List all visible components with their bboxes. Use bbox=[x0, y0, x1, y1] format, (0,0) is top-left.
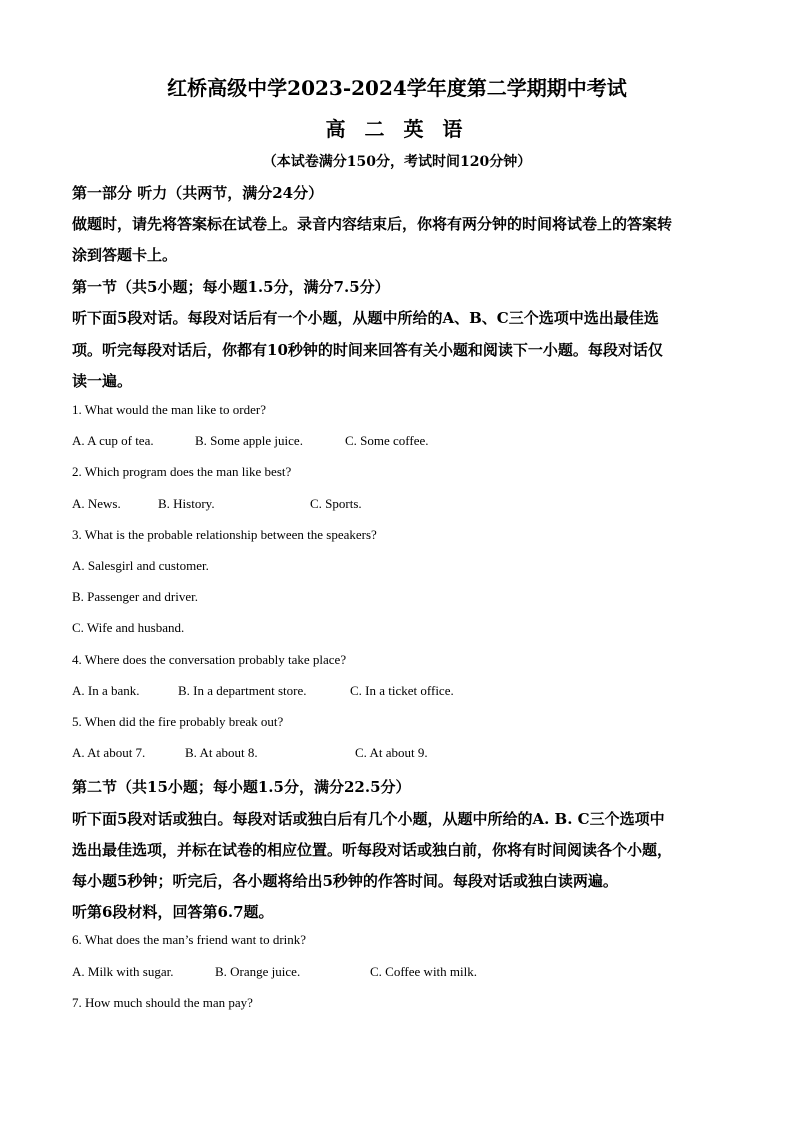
question-3-option-b: B. Passenger and driver. bbox=[72, 589, 199, 604]
question-5-option-b: B. At about 8. bbox=[185, 745, 258, 760]
question-5-option-a: A. At about 7. bbox=[72, 745, 146, 760]
question-6-stem: 6. What does the man’s friend want to drink? bbox=[72, 932, 307, 947]
question-6-option-a: A. Milk with sugar. bbox=[72, 964, 174, 979]
exam-title: 红桥高级中学2023-2024学年度第二学期期中考试 bbox=[167, 76, 627, 100]
section2-instruction-line1: 听下面5段对话或独白。每段对话或独白后有几个小题，从题中所给的A. B. C三个选项中 bbox=[72, 810, 665, 828]
part1-instruction-line1: 做题时，请先将答案标在试卷上。录音内容结束后，你将有两分钟的时间将试卷上的答案转 bbox=[72, 215, 673, 233]
question-3-option-c: C. Wife and husband. bbox=[72, 620, 185, 635]
exam-note: （本试卷满分150分，考试时间120分钟） bbox=[262, 154, 532, 170]
question-7-stem: 7. How much should the man pay? bbox=[72, 995, 253, 1010]
question-1-option-c: C. Some coffee. bbox=[345, 433, 429, 448]
question-1-option-b: B. Some apple juice. bbox=[195, 433, 303, 448]
question-2-option-b: B. History. bbox=[158, 496, 215, 511]
question-5-stem: 5. When did the fire probably break out? bbox=[72, 714, 284, 729]
question-6-option-c: C. Coffee with milk. bbox=[370, 964, 478, 979]
question-2-option-c: C. Sports. bbox=[310, 496, 362, 511]
question-3-option-a: A. Salesgirl and customer. bbox=[72, 558, 209, 573]
question-4-stem: 4. Where does the conversation probably take place? bbox=[72, 652, 347, 667]
part1-heading: 第一部分 听力（共两节，满分24分） bbox=[72, 184, 324, 202]
question-3-stem: 3. What is the probable relationship between the speakers? bbox=[72, 527, 377, 542]
section2-instruction-line2: 选出最佳选项，并标在试卷的相应位置。听每段对话或独白前，你将有时间阅读各个小题， bbox=[72, 841, 673, 859]
section1-instruction-line2: 项。听完每段对话后，你都有10秒钟的时间来回答有关小题和阅读下一小题。每段对话仅 bbox=[72, 341, 663, 359]
question-1-stem: 1. What would the man like to order? bbox=[72, 402, 266, 417]
question-2-option-a: A. News. bbox=[72, 496, 121, 511]
question-6-option-b: B. Orange juice. bbox=[215, 964, 301, 979]
question-1-option-a: A. A cup of tea. bbox=[72, 433, 154, 448]
question-4-option-b: B. In a department store. bbox=[178, 683, 307, 698]
section1-instruction-line3: 读一遍。 bbox=[72, 372, 133, 390]
material-6-heading: 听第6段材料，回答第6.7题。 bbox=[72, 903, 274, 921]
question-4-option-c: C. In a ticket office. bbox=[350, 683, 454, 698]
section1-heading: 第一节（共5小题；每小题1.5分，满分7.5分） bbox=[72, 278, 390, 296]
question-5-option-c: C. At about 9. bbox=[355, 745, 428, 760]
exam-subject: 高 二 英 语 bbox=[325, 117, 469, 141]
question-2-stem: 2. Which program does the man like best? bbox=[72, 464, 292, 479]
part1-instruction-line2: 涂到答题卡上。 bbox=[72, 246, 178, 264]
section2-instruction-line3: 每小题5秒钟；听完后，各小题将给出5秒钟的作答时间。每段对话或独白读两遍。 bbox=[72, 872, 618, 890]
question-4-option-a: A. In a bank. bbox=[72, 683, 140, 698]
section1-instruction-line1: 听下面5段对话。每段对话后有一个小题，从题中所给的A、B、C三个选项中选出最佳选 bbox=[72, 309, 659, 327]
section2-heading: 第二节（共15小题；每小题1.5分，满分22.5分） bbox=[72, 778, 411, 796]
